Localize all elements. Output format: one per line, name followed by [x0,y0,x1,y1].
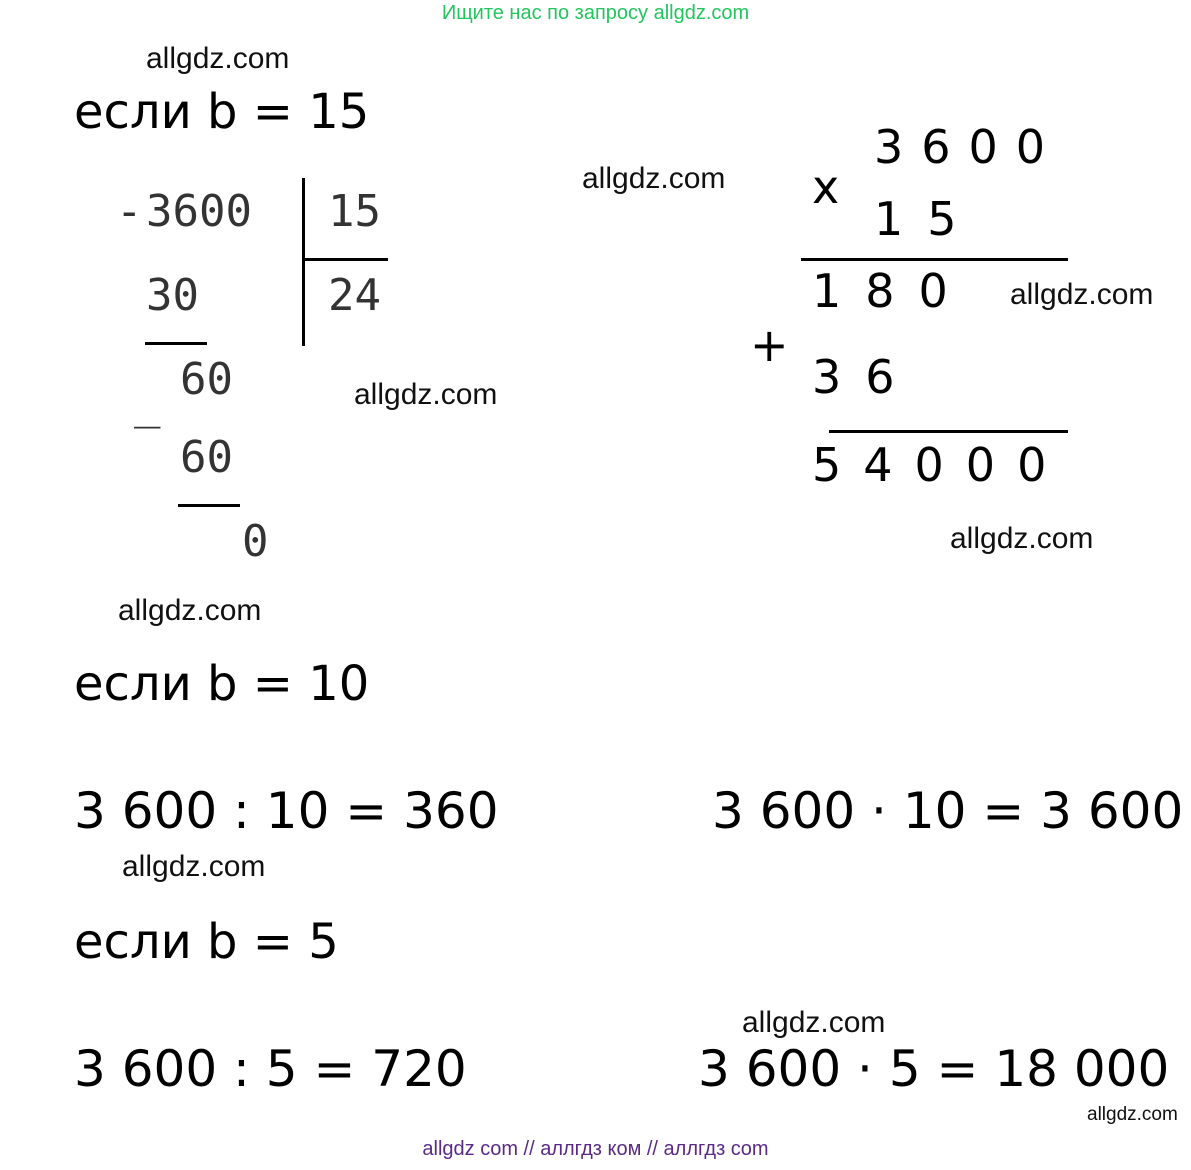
partial-dividend: 60 [180,354,233,405]
watermark: allgdz.com [582,162,726,195]
watermark: allgdz.com [1010,278,1154,311]
quotient: 24 [328,270,381,321]
mult-rule-2 [829,430,1068,433]
watermark: allgdz.com [122,850,266,883]
watermark: allgdz.com [146,42,290,75]
divisor: 15 [328,186,381,237]
subtrahend-2: 60 [180,432,233,483]
minus-sign: - [116,186,143,237]
watermark: allgdz.com [950,522,1094,555]
product: 54000 [812,438,1069,492]
dividend: 3600 [146,186,252,237]
watermark: allgdz.com [354,378,498,411]
division-b-10: 3 600 : 10 = 360 [74,782,499,840]
heading-b-5: если b = 5 [74,914,339,970]
times-sign: x [812,160,840,214]
division-b-5: 3 600 : 5 = 720 [74,1040,467,1098]
factor-2: 15 [874,192,981,246]
watermark-corner: allgdz.com [1087,1104,1178,1125]
partial-product-1: 180 [812,264,972,318]
underline-2 [178,504,240,507]
division-quotient-bar [304,258,388,261]
footer-links: allgdz com // аллгдз ком // аллгдз com [422,1138,769,1160]
factor-1: 3600 [874,120,1064,174]
watermark: allgdz.com [742,1006,886,1039]
multiplication-b-10: 3 600 · 10 = 3 600 [712,782,1184,840]
watermark: allgdz.com [118,594,262,627]
subtrahend-1: 30 [146,270,199,321]
division-vertical-bar [302,178,305,346]
mult-rule-1 [801,258,1068,261]
remainder: 0 [242,516,269,567]
multiplication-b-5: 3 600 · 5 = 18 000 [698,1040,1170,1098]
heading-b-10: если b = 10 [74,656,370,712]
top-banner: Ищите нас по запросу allgdz.com [441,2,750,24]
heading-b-15: если b = 15 [74,84,370,140]
partial-product-2: 36 [812,350,919,404]
minus-sign-2: _ [134,378,161,429]
underline-1 [145,342,207,345]
plus-sign: + [750,318,789,372]
